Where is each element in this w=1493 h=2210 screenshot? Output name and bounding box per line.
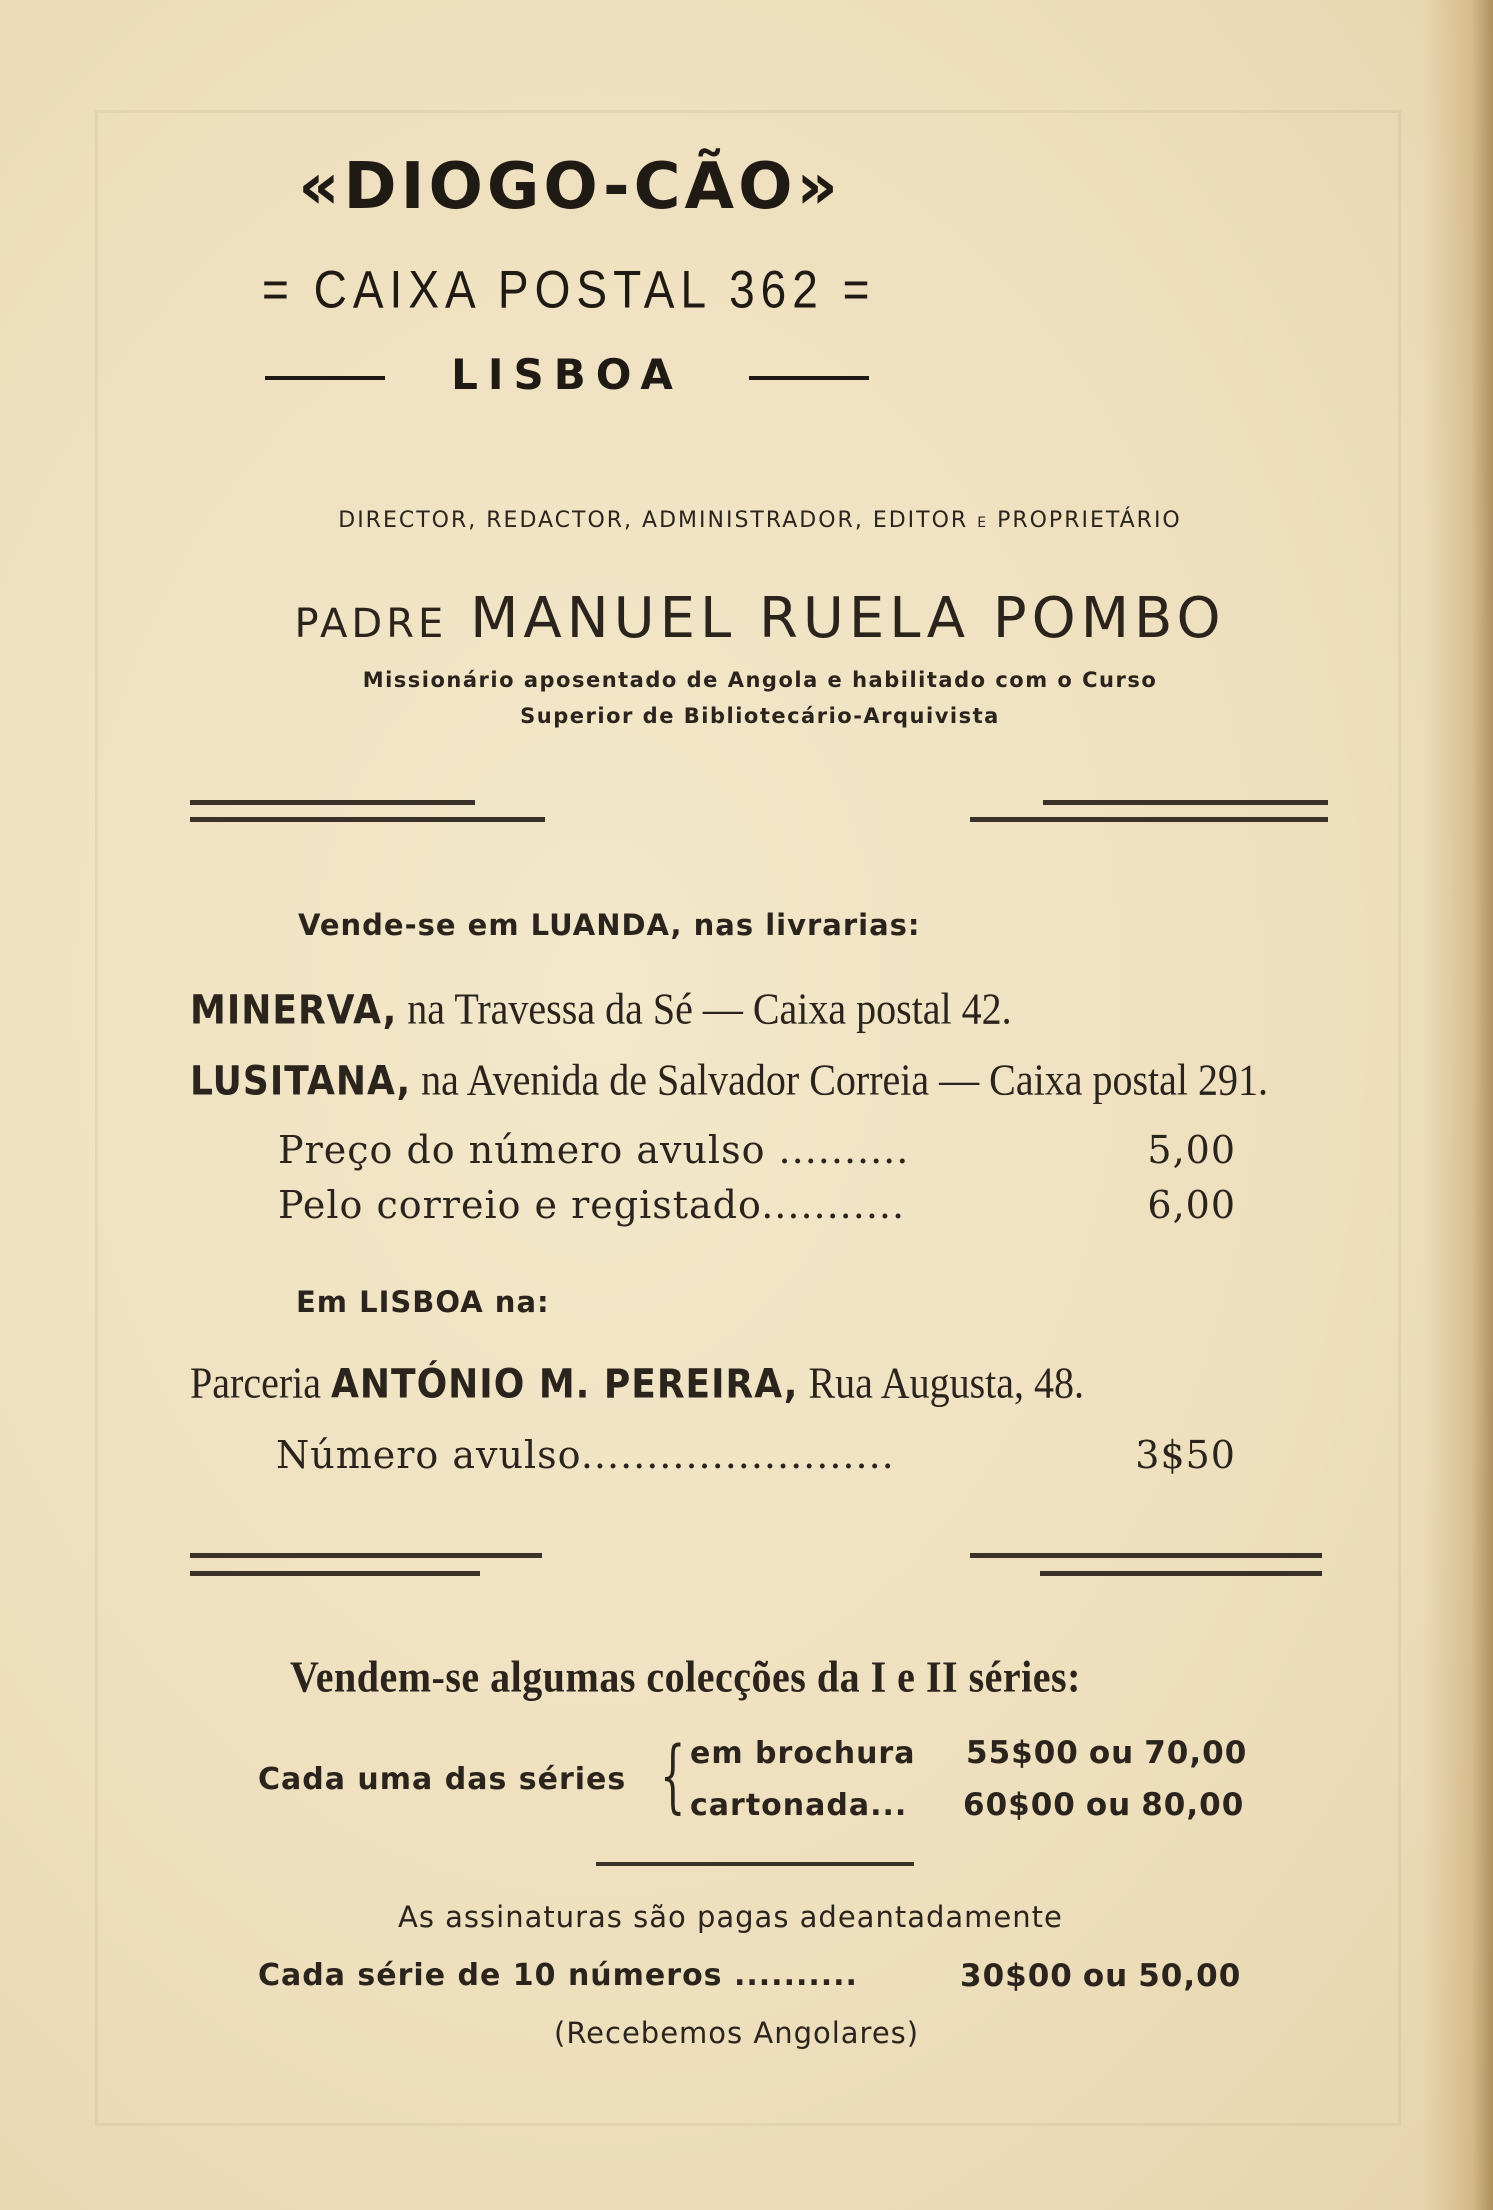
lisboa-heading: Em LISBOA na:	[296, 1285, 550, 1319]
subscriptions-price	[960, 1958, 1241, 1994]
option-cartonada-price-b: 80,00	[1141, 1787, 1245, 1823]
price-value-avulso: 5,00	[1147, 1128, 1236, 1172]
divider-short	[596, 1862, 914, 1866]
director-description-1: Missionário aposentado de Angola e habilitado com o Curso	[362, 668, 1158, 692]
collections-heading: Vendem-se algumas colecções da I e II séries:	[290, 1651, 1081, 1702]
shop-parceria-prefix: Parceria	[190, 1357, 322, 1408]
shop-lusitana-address: na Avenida de Salvador Correia — Caixa postal 291.	[421, 1054, 1268, 1105]
price-label-avulso: Preço do número avulso ..........	[278, 1128, 910, 1172]
city-line	[262, 350, 872, 400]
subscriptions-price-b: 50,00	[1138, 1958, 1242, 1994]
currency-note: (Recebemos Angolares)	[554, 2016, 920, 2050]
postal-box: = CAIXA POSTAL 362 =	[262, 259, 876, 319]
subscriptions-ou: ou	[1082, 1958, 1129, 1994]
masthead-title: «DIOGO-CÃO»	[298, 150, 842, 224]
shop-minerva-address: na Travessa da Sé — Caixa postal 42.	[407, 983, 1012, 1034]
option-brochura-price	[966, 1735, 1247, 1771]
bleed-through-frame	[95, 110, 1401, 2126]
price-label-lisboa: Número avulso........................	[276, 1433, 895, 1477]
shop-lusitana	[190, 1053, 1268, 1106]
option-cartonada-price-a: 60$00	[963, 1787, 1076, 1823]
shop-minerva-name: MINERVA,	[190, 987, 398, 1034]
option-cartonada-ou: ou	[1085, 1787, 1132, 1823]
subscriptions-series-label: Cada série de 10 números ..........	[258, 1958, 858, 1993]
director-description-2: Superior de Bibliotecário-Arquivista	[520, 704, 1000, 728]
roles-conjunction: E	[977, 515, 989, 531]
price-label-correio: Pelo correio e registado...........	[278, 1183, 906, 1227]
city-right-dash	[749, 376, 869, 380]
option-brochura-price-b: 70,00	[1144, 1735, 1248, 1771]
roles-last: PROPRIETÁRIO	[997, 508, 1182, 533]
subscriptions-price-a: 30$00	[960, 1958, 1073, 1994]
shop-parceria	[190, 1356, 1084, 1409]
shop-lusitana-name: LUSITANA,	[190, 1058, 412, 1105]
staff-roles	[260, 508, 1260, 533]
option-brochura-price-a: 55$00	[966, 1735, 1079, 1771]
option-cartonada-price	[963, 1787, 1244, 1823]
shop-parceria-address: Rua Augusta, 48.	[808, 1357, 1085, 1408]
director-prefix: PADRE	[294, 601, 448, 647]
director-name	[185, 586, 1335, 651]
luanda-heading: Vende-se em LUANDA, nas livrarias:	[298, 908, 921, 942]
option-brochura-type: em brochura	[690, 1736, 916, 1771]
brace-glyph: {	[660, 1729, 686, 1822]
shop-parceria-name: ANTÓNIO M. PEREIRA,	[331, 1361, 799, 1408]
director-full-name: MANUEL RUELA POMBO	[470, 586, 1226, 651]
option-cartonada-type: cartonada...	[690, 1788, 908, 1823]
city-name: LISBOA	[451, 350, 683, 399]
price-value-lisboa: 3$50	[1135, 1433, 1236, 1477]
shop-minerva	[190, 982, 1012, 1035]
subscriptions-note: As assinaturas são pagas adeantadamente	[398, 1900, 1063, 1934]
option-brochura-ou: ou	[1088, 1735, 1135, 1771]
collections-label: Cada uma das séries	[258, 1762, 627, 1797]
roles-text: DIRECTOR, REDACTOR, ADMINISTRADOR, EDITOR	[338, 508, 969, 533]
price-value-correio: 6,00	[1147, 1183, 1236, 1227]
page-spine-shadow	[1423, 0, 1493, 2210]
